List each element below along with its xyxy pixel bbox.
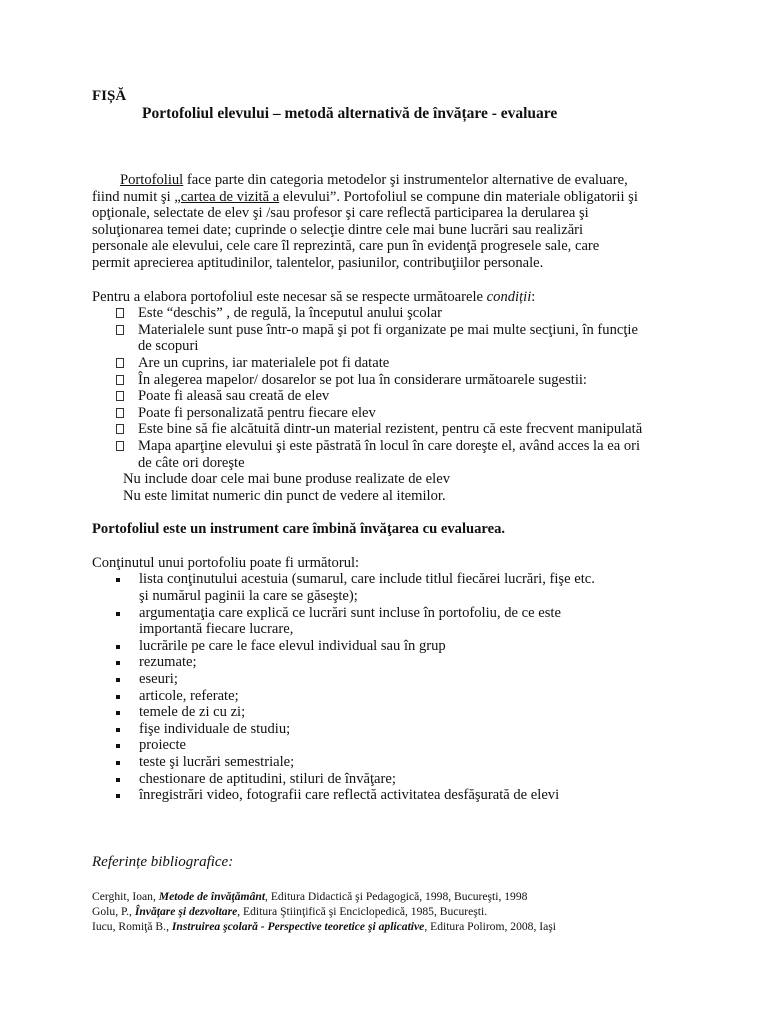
condition-text-continued: de câte ori doreşte (138, 454, 245, 471)
bullet-icon (116, 578, 120, 582)
reference-publisher: , Editura Polirom, 2008, Iaşi (424, 919, 557, 933)
intro-line-5: personale ale elevului, cele care îl reprezintă, care pun în evidenţă progresele sale, care (92, 238, 600, 255)
content-item (92, 704, 692, 721)
content-item (92, 737, 692, 754)
condition-item (92, 305, 692, 322)
reference-title: Învăţare şi dezvoltare (134, 904, 238, 918)
conditions-intro (92, 289, 692, 306)
content-item-text: fişe individuale de studiu; (139, 720, 291, 737)
checkbox-glyph-icon (116, 441, 124, 451)
reference-publisher: , Editura Didactică şi Pedagogică, 1998, Bucureşti, 1998 (265, 890, 528, 904)
content-item-text: proiecte (139, 737, 186, 754)
content-intro: Conţinutul unui portofoliu poate fi următorul: (92, 554, 360, 571)
bullet-icon (116, 778, 120, 782)
reference-publisher: , Editura Ştiinţifică şi Enciclopedică, 1985, Bucureşti. (237, 904, 488, 918)
condition-text: Poate fi aleasă sau creată de elev (138, 388, 330, 405)
bullet-icon (116, 761, 120, 765)
content-item-text: argumentaţia care explică ce lucrări sunt incluse în portofoliu, de ce este (139, 604, 561, 621)
checkbox-glyph-icon (116, 308, 124, 318)
intro-line-2-a: fiind numit şi (92, 188, 175, 205)
reference-title: Metode de învăţământ (158, 890, 266, 904)
content-item-text: articole, referate; (139, 687, 239, 704)
condition-item (92, 322, 692, 355)
intro-underlined-phrase: „cartea de vizită a (174, 188, 280, 205)
condition-text: Are un cuprins, iar materialele pot fi datate (138, 354, 390, 371)
intro-line-2-b: elevului”. Portofoliul se compune din materiale obligatorii şi (279, 188, 638, 205)
checkbox-glyph-icon (116, 424, 124, 434)
content-item-text: temele de zi cu zi; (139, 704, 246, 721)
bullet-icon (116, 744, 120, 748)
content-item-text: înregistrări video, fotografii care reflectă activitatea desfăşurată de elevi (139, 787, 560, 804)
condition-item (92, 405, 692, 422)
checkbox-glyph-icon (116, 408, 124, 418)
intro-line-3: opţionale, selectate de elev şi /sau profesor şi care reflectă participarea la derularea şi (92, 205, 589, 222)
condition-text: Este “deschis” , de regulă, la începutul anului şcolar (138, 305, 442, 322)
intro-keyword: Portofoliul (120, 172, 184, 188)
content-item (92, 754, 692, 771)
content-item (92, 688, 692, 705)
intro-paragraph (92, 172, 692, 272)
bullet-icon (116, 612, 120, 616)
content-item-continued: şi numărul paginii la care se găseşte); (139, 588, 358, 605)
condition-item (92, 388, 692, 405)
content-item (92, 787, 692, 804)
intro-line-4: soluţionarea temei date; cuprinde o selecţie dintre cele mai bune lucrări sau realizări (92, 221, 584, 238)
condition-item (92, 438, 692, 471)
note-line: Nu este limitat numeric din punct de vedere al itemilor. (123, 487, 446, 504)
condition-text: În alegerea mapelor/ dosarelor se pot lua în considerare următoarele sugestii: (138, 371, 587, 388)
content-item-text: lucrările pe care le face elevul individual sau în grup (139, 637, 446, 654)
condition-text: Mapa aparţine elevului şi este păstrată în locul în care doreşte el, având acces la ea ori (138, 437, 641, 454)
reference-author: Cerghit, Ioan, (92, 890, 159, 904)
content-item (92, 721, 692, 738)
reference-entry (92, 920, 692, 935)
conditions-intro-colon: : (531, 288, 536, 305)
intro-line-1-text: face parte din categoria metodelor şi instrumentelor alternative de evaluare, (183, 172, 628, 188)
conditions-intro-emphasis: condiții (486, 288, 532, 305)
condition-text: Poate fi personalizată pentru fiecare elev (138, 404, 376, 421)
content-item (92, 654, 692, 671)
condition-text: Materialele sunt puse într-o mapă şi pot fi organizate pe mai multe secţiuni, în funcţie (138, 321, 638, 338)
content-item-text: rezumate; (139, 654, 197, 671)
bullet-icon (116, 711, 120, 715)
condition-text: Este bine să fie alcătuită dintr-un material rezistent, pentru că este frecvent manipulată (138, 421, 643, 438)
bullet-icon (116, 678, 120, 682)
checkbox-glyph-icon (116, 358, 124, 368)
content-list (92, 571, 692, 803)
key-statement: Portofoliul este un instrument care îmbină învăţarea cu evaluarea. (92, 521, 506, 538)
bullet-icon (116, 695, 120, 699)
intro-line-1 (92, 172, 692, 189)
reference-title: Instruirea şcolară - Perspective teoretice şi aplicative (171, 919, 425, 933)
bullet-icon (116, 794, 120, 798)
intro-line-6: permit aprecierea aptitudinilor, talentelor, pasiunilor, contribuţiilor personale. (92, 254, 544, 271)
content-item-text: lista conţinutului acestuia (sumarul, care include titlul fiecărei lucrări, fişe etc. (139, 571, 595, 588)
reference-entry (92, 890, 692, 905)
intro-line-2 (92, 189, 692, 206)
bullet-icon (116, 661, 120, 665)
content-item (92, 638, 692, 655)
content-item-text: eseuri; (139, 671, 178, 688)
checkbox-glyph-icon (116, 391, 124, 401)
document-title: FIȘĂ (92, 88, 127, 104)
bullet-icon (116, 645, 120, 649)
conditions-list (92, 305, 692, 471)
checkbox-glyph-icon (116, 325, 124, 335)
document-page (92, 88, 692, 934)
condition-item (92, 355, 692, 372)
condition-item (92, 372, 692, 389)
content-item (92, 771, 692, 788)
reference-entry (92, 905, 692, 920)
content-item-continued: importantă fiecare lucrare, (139, 621, 294, 638)
content-item (92, 571, 692, 604)
reference-author: Golu, P., (92, 904, 135, 918)
note-line: Nu include doar cele mai bune produse realizate de elev (123, 471, 450, 488)
references-heading: Referințe bibliografice: (92, 853, 234, 870)
bullet-icon (116, 728, 120, 732)
conditions-intro-text: Pentru a elabora portofoliul este necesar să se respecte următoarele (92, 288, 487, 305)
content-item-text: teste şi lucrări semestriale; (139, 754, 295, 770)
references-list (92, 890, 692, 934)
content-item-text: chestionare de aptitudini, stiluri de învăţare; (139, 770, 396, 787)
reference-author: Iucu, Romiţă B., (92, 919, 172, 933)
condition-item (92, 421, 692, 438)
document-subtitle: Portofoliul elevului – metodă alternativă de învățare - evaluare (142, 105, 558, 122)
content-item (92, 605, 692, 638)
condition-text-continued: de scopuri (138, 338, 199, 355)
content-item (92, 671, 692, 688)
checkbox-glyph-icon (116, 375, 124, 385)
